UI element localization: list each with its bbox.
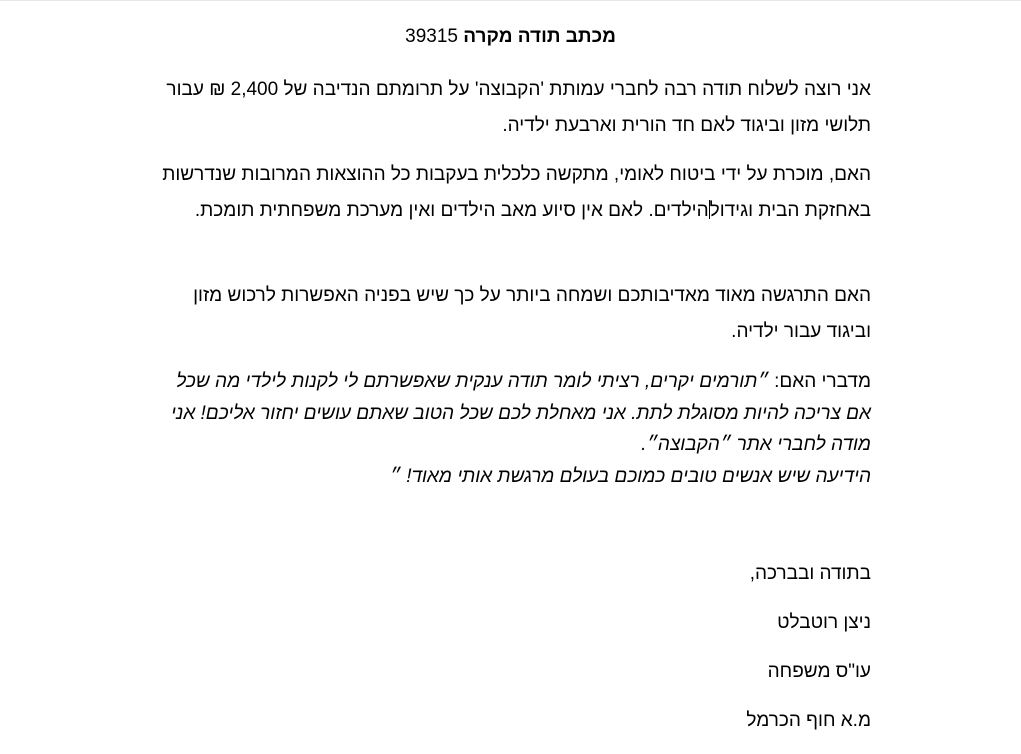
signer-name: ניצן רוטבלט bbox=[777, 612, 871, 633]
page-top-divider bbox=[0, 0, 1021, 1]
quote-body: ״תורמים יקרים, רציתי לומר תודה ענקית שאפשרתם לי לקנות לילדי מה שכל אם צריכה להיות מסוגלת לתת. אני מאחלת לכם שכל הטוב שאתם עושים יחזור אליכם! אני מודה לחברי אתר ״הקבוצה״. bbox=[170, 371, 871, 455]
mother-quote bbox=[156, 366, 871, 492]
case-number: 39315 bbox=[405, 26, 458, 47]
paragraph-donation-thanks: אני רוצה לשלוח תודה רבה לחברי עמותת 'הקבוצה' על תרומתם הנדיבה של 2,400 ₪ עבור תלושי מזון וביגוד לאם חד הורית וארבעת ילדיה. bbox=[166, 79, 871, 136]
letter-title-text: מכתב תודה מקרה bbox=[463, 26, 616, 47]
quote-last-line: הידיעה שיש אנשים טובים כמוכם בעולם מרגשת אותי מאוד! ״ bbox=[389, 465, 871, 487]
paragraph-mother-gratitude: האם התרגשה מאוד מאדיבותכם ושמחה ביותר על כך שיש בפניה האפשרות לרכוש מזון וביגוד עבור ילדיה. bbox=[193, 285, 871, 342]
paragraph-mother-situation bbox=[156, 157, 871, 229]
quote-lead: מדברי האם: bbox=[774, 371, 871, 392]
paragraph-mother-situation-part-1: האם, מוכרת על ידי ביטוח לאומי, מתקשה כלכלית בעקבות כל ההוצאות המרובות שנדרשות באחזקת הבית וגידול bbox=[162, 164, 871, 221]
paragraph-mother-situation-part-2: הילדים. לאם אין סיוע מאב הילדים ואין מערכת משפחתית תומכת. bbox=[194, 200, 709, 221]
letter-title bbox=[0, 25, 1021, 49]
closing-line: בתודה ובברכה, bbox=[749, 563, 871, 584]
signer-location: מ.א חוף הכרמל bbox=[746, 710, 871, 731]
signer-role: עו"ס משפחה bbox=[767, 661, 871, 682]
